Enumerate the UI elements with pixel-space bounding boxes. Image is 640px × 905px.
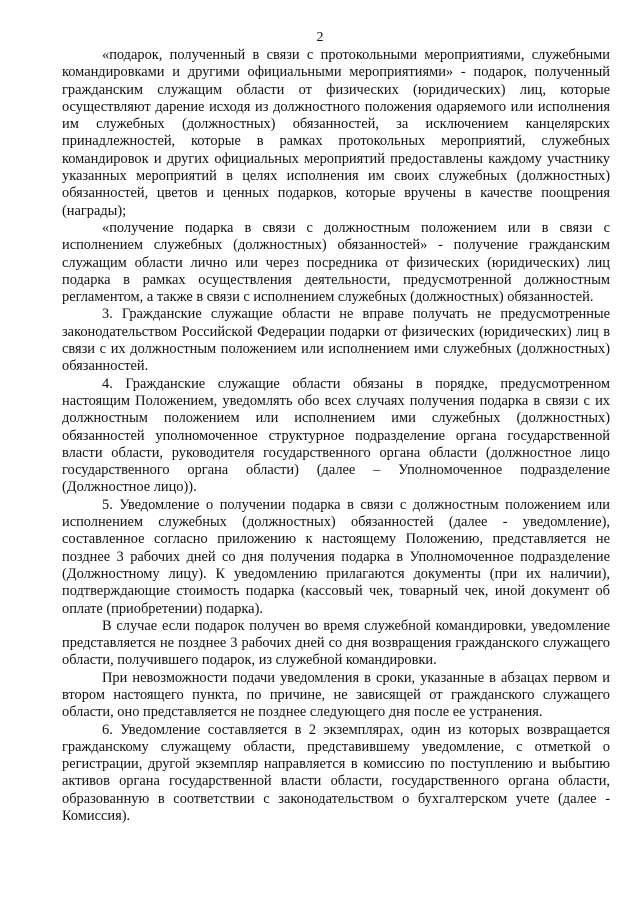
paragraph-item-3: 3. Гражданские служащие области не вправе получать не предусмотренные законодательством Российской Федерации подарки от физических (юридических) лиц в связи с их должностным положением или исполнением ими служебных (должностных) обязанностей. (62, 306, 610, 375)
paragraph-business-trip: В случае если подарок получен во время служебной командировки, уведомление представляется не позднее 3 рабочих дней со дня возвращения гражданского служащего области, получившего подарок, из служебной командировки. (62, 617, 610, 669)
paragraph-impossibility: При невозможности подачи уведомления в сроки, указанные в абзацах первом и втором настоящего пункта, по причине, не зависящей от гражданского служащего области, оно представляется не позднее следующего дня после ее устранения. (62, 669, 610, 721)
paragraph-item-5: 5. Уведомление о получении подарка в связи с должностным положением или исполнением служебных (должностных) обязанностей (далее - уведомление), составленное согласно приложению к настоящему Положению, представляется не позднее 3 рабочих дней со дня получения подарка в Уполномоченное подразделение (Должностному лицу). К уведомлению прилагаются документы (при их наличии), подтверждающие стоимость подарка (кассовый чек, товарный чек, иной документ об оплате (приобретении) подарка). (62, 496, 610, 617)
paragraph-receiving-gift-definition: «получение подарка в связи с должностным положением или в связи с исполнением служебных (должностных) обязанностей» - получение гражданским служащим области лично или через посредника от физических (юридических) лиц подарка в рамках осуществления деятельности, предусмотренной должностным регламентом, а также в связи с исполнением служебных (должностных) обязанностей. (62, 219, 610, 306)
paragraph-item-6: 6. Уведомление составляется в 2 экземплярах, один из которых возвращается гражданскому служащему области, представившему уведомление, с отметкой о регистрации, другой экземпляр направляется в комиссию по поступлению и выбытию активов органа государственной власти области, государственного органа области, образованную в соответствии с законодательством о бухгалтерском учете (далее - Комиссия). (62, 721, 610, 825)
document-body (62, 47, 610, 825)
paragraph-gift-definition: «подарок, полученный в связи с протокольными мероприятиями, служебными командировками и другими официальными мероприятиями» - подарок, полученный гражданским служащим области от физических (юридических) лиц, которые осуществляют дарение исходя из должностного положения одаряемого или исполнения им служебных (должностных) обязанностей, за исключением канцелярских принадлежностей, которые в рамках протокольных мероприятий, служебных командировок и других официальных мероприятий предоставлены каждому участнику указанных мероприятий в целях исполнения им своих служебных (должностных) обязанностей, цветов и ценных подарков, которые вручены в качестве поощрения (награды); (62, 47, 610, 219)
page-number: 2 (316, 30, 324, 45)
paragraph-item-4: 4. Гражданские служащие области обязаны в порядке, предусмотренном настоящим Положением, уведомлять обо всех случаях получения подарка в связи с их должностным положением или исполнением ими служебных (должностных) обязанностей уполномоченное структурное подразделение органа государственной власти области, руководителя государственного органа области (должностное лицо государственного органа области) (далее – Уполномоченное подразделение (Должностное лицо)). (62, 375, 610, 496)
